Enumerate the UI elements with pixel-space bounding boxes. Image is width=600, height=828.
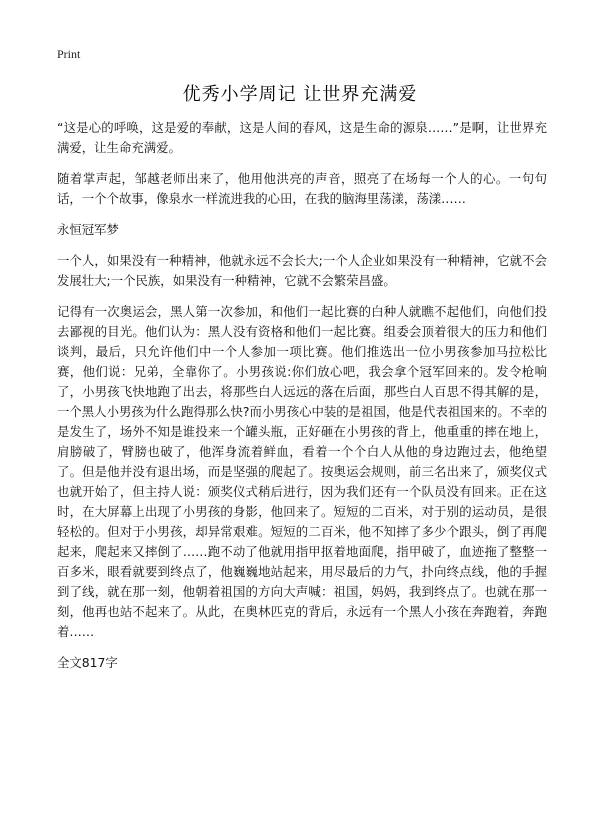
word-count: 全文817字 [57, 655, 118, 670]
print-link[interactable]: Print [57, 47, 81, 61]
paragraph-opening: 随着掌声起，邹越老师出来了，他用他洪亮的声音，照亮了在场每一个人的心。一句句话，一个个故事，像泉水一样流进我的心田，在我的脑海里荡漾，荡漾…… [57, 171, 547, 206]
paragraph-story: 记得有一次奥运会，黑人第一次参加，和他们一起比赛的白种人就瞧不起他们，向他们投去鄙视的目光。他们认为：黑人没有资格和他们一起比赛。组委会顶着很大的压力和他们谈判，最后，只允许他们中一个人参加一项比赛。他们推选出一位小男孩参加马拉松比赛，他们说：兄弟，全靠你了。小男孩说:你们放心吧，我会拿个冠军回来的。发令枪响了，小男孩飞快地跑了出去，将那些白人远远的落在后面，那些白人百思不得其解的是，一个黑人小男孩为什么跑得那么快?而小男孩心中装的是祖国，他是代表祖国来的。不幸的是发生了，场外不知是谁投来一个罐头瓶，正好砸在小男孩的背上，他重重的摔在地上，肩膀破了，臂膀也破了，他浑身流着鲜血，看着一个个白人从他的身边跑过去，他绝望了。但是他并没有退出场，而是坚强的爬起了。按奥运会规则，前三名出来了，颁奖仪式也就开始了，但主持人说：颁奖仪式稍后进行，因为我们还有一个队员没有回来。正在这时，在大屏幕上出现了小男孩的身影，他回来了。短短的二百米，对于别的运动员，是很轻松的。但对于小男孩，却异常艰难。短短的二百米，他不知摔了多少个跟头，倒了再爬起来，爬起来又摔倒了……跑不动了他就用指甲抠着地面爬，指甲破了，血迹拖了整整一百多米，眼看就要到终点了，他巍巍地站起来，用尽最后的力气，扑向终点线，他的手握到了线，就在那一刻，他朝着祖国的方向大声喊：祖国，妈妈，我到终点了。也就在那一刻，他再也站不起来了。从此，在奥林匹克的背后，永远有一个黑人小孩在奔跑着，奔跑着…… [57, 304, 547, 639]
article-title: 优秀小学周记 让世界充满爱 [182, 84, 418, 105]
section-heading: 永恒冠军梦 [57, 222, 119, 237]
paragraph-intro: “这是心的呼唤，这是爱的奉献，这是人间的春风，这是生命的源泉……”是啊，让世界充满爱，让生命充满爱。 [57, 120, 547, 155]
paragraph-spirit: 一个人，如果没有一种精神，他就永远不会长大;一个人企业如果没有一种精神，它就不会发展壮大;一个民族，如果没有一种精神，它就不会繁荣昌盛。 [57, 253, 547, 288]
article-body [57, 118, 547, 684]
